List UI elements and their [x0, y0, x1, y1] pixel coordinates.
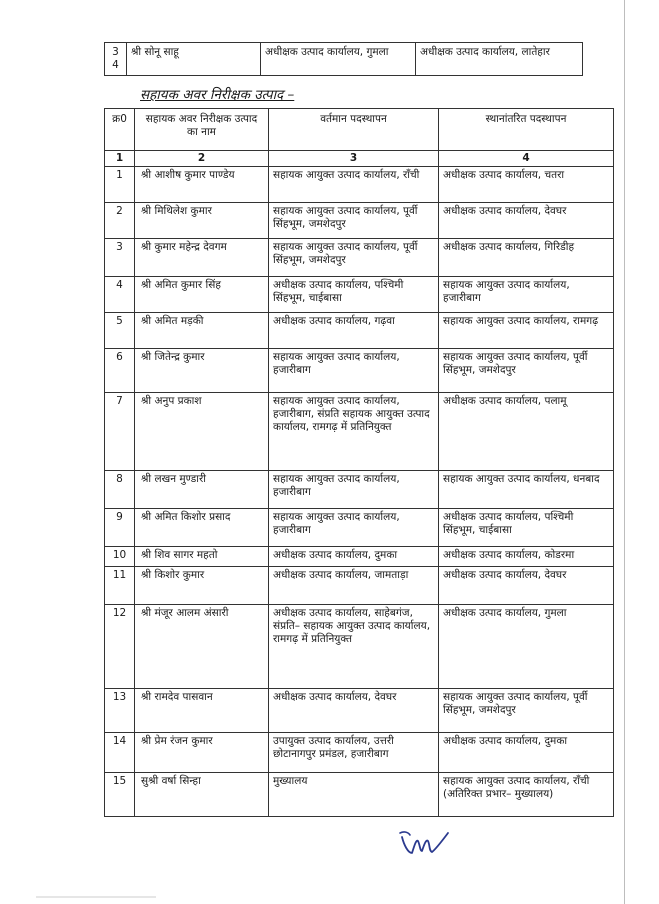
cell-transferred: अधीक्षक उत्पाद कार्यालय, गिरिडीह — [439, 239, 614, 277]
table-row — [105, 689, 614, 733]
cell-current: सहायक आयुक्त उत्पाद कार्यालय, हजारीबाग — [269, 509, 439, 547]
cell-current: अधीक्षक उत्पाद कार्यालय, गढ़वा — [269, 313, 439, 349]
cell-sn: 2 — [105, 203, 135, 239]
cell-current: अधीक्षक उत्पाद कार्यालय, पश्चिमी सिंहभूम, चाईबासा — [269, 277, 439, 313]
header-current: वर्तमान पदस्थापन — [269, 109, 439, 151]
cell-name: श्री मंजूर आलम अंसारी — [135, 605, 269, 689]
cell-current: अधीक्षक उत्पाद कार्यालय, जामताड़ा — [269, 567, 439, 605]
table-row — [105, 349, 614, 393]
cell-current: मुख्यालय — [269, 773, 439, 817]
cell-transferred: अधीक्षक उत्पाद कार्यालय, लातेहार — [416, 43, 583, 76]
table-row — [105, 393, 614, 471]
cell-current: अधीक्षक उत्पाद कार्यालय, साहेबगंज, संप्रति– सहायक आयुक्त उत्पाद कार्यालय, रामगढ़ में प्रतिनियुक्त — [269, 605, 439, 689]
cell-transferred: अधीक्षक उत्पाद कार्यालय, देवघर — [439, 203, 614, 239]
cell-current: उपायुक्त उत्पाद कार्यालय, उत्तरी छोटानागपुर प्रमंडल, हजारीबाग — [269, 733, 439, 773]
table-row — [105, 239, 614, 277]
signature-mark — [398, 823, 458, 865]
page-edge-line — [624, 0, 625, 904]
cell-transferred: सहायक आयुक्त उत्पाद कार्यालय, पूर्वी सिंहभूम, जमशेदपुर — [439, 349, 614, 393]
table-row — [105, 547, 614, 567]
cell-sn: 4 — [105, 277, 135, 313]
cell-transferred: अधीक्षक उत्पाद कार्यालय, दुमका — [439, 733, 614, 773]
cell-current: सहायक आयुक्त उत्पाद कार्यालय, पूर्वी सिंहभूम, जमशेदपुर — [269, 239, 439, 277]
cell-sn: 6 — [105, 349, 135, 393]
cell-transferred: अधीक्षक उत्पाद कार्यालय, चतरा — [439, 167, 614, 203]
cell-name: श्री अमित कुमार सिंह — [135, 277, 269, 313]
header-sn: क्र0 — [105, 109, 135, 151]
cell-current: सहायक आयुक्त उत्पाद कार्यालय, हजारीबाग — [269, 471, 439, 509]
cell-sn: 10 — [105, 547, 135, 567]
cell-sn: 7 — [105, 393, 135, 471]
cell-transferred: सहायक आयुक्त उत्पाद कार्यालय, राँची (अतिरिक्त प्रभार– मुख्यालय) — [439, 773, 614, 817]
cell-current: अधीक्षक उत्पाद कार्यालय, देवघर — [269, 689, 439, 733]
cell-name: श्री अनुप प्रकाश — [135, 393, 269, 471]
cell-transferred: अधीक्षक उत्पाद कार्यालय, पलामू — [439, 393, 614, 471]
table-row — [105, 313, 614, 349]
table-row — [105, 605, 614, 689]
transfer-table — [104, 108, 614, 817]
cell-name: श्री कुमार महेन्द्र देवगम — [135, 239, 269, 277]
cell-transferred: अधीक्षक उत्पाद कार्यालय, देवघर — [439, 567, 614, 605]
cell-transferred: सहायक आयुक्त उत्पाद कार्यालय, पूर्वी सिंहभूम, जमशेदपुर — [439, 689, 614, 733]
cell-transferred: अधीक्षक उत्पाद कार्यालय, पश्चिमी सिंहभूम, चाईबासा — [439, 509, 614, 547]
column-number-row — [105, 151, 614, 167]
cell-name: श्री रामदेव पासवान — [135, 689, 269, 733]
cell-name: श्री जितेन्द्र कुमार — [135, 349, 269, 393]
cell-name: श्री किशोर कुमार — [135, 567, 269, 605]
table-row — [105, 43, 583, 76]
cell-sn: 3 — [105, 239, 135, 277]
table-row — [105, 733, 614, 773]
table-row — [105, 509, 614, 547]
cell-name: श्री आशीष कुमार पाण्डेय — [135, 167, 269, 203]
cell-name: श्री अमित मड़की — [135, 313, 269, 349]
header-row — [105, 109, 614, 151]
cell-sn: 1 — [105, 167, 135, 203]
col-number: 2 — [135, 151, 269, 167]
cell-sn: 8 — [105, 471, 135, 509]
cell-name: श्री प्रेम रंजन कुमार — [135, 733, 269, 773]
cell-sn: 11 — [105, 567, 135, 605]
cell-sn: 15 — [105, 773, 135, 817]
cell-sn: 12 — [105, 605, 135, 689]
table-row — [105, 277, 614, 313]
cell-sn: 5 — [105, 313, 135, 349]
header-transferred: स्थानांतरित पदस्थापन — [439, 109, 614, 151]
cell-name: श्री अमित किशोर प्रसाद — [135, 509, 269, 547]
footer-rule — [36, 896, 156, 898]
table-row — [105, 471, 614, 509]
cell-current: सहायक आयुक्त उत्पाद कार्यालय, राँची — [269, 167, 439, 203]
cell-transferred: अधीक्षक उत्पाद कार्यालय, कोडरमा — [439, 547, 614, 567]
cell-name: श्री शिव सागर महतो — [135, 547, 269, 567]
section-title: सहायक अवर निरीक्षक उत्पाद – — [140, 87, 295, 103]
cell-transferred: अधीक्षक उत्पाद कार्यालय, गुमला — [439, 605, 614, 689]
continuation-table — [104, 42, 583, 76]
table-row — [105, 167, 614, 203]
cell-sn: 13 — [105, 689, 135, 733]
cell-sn: 14 — [105, 733, 135, 773]
table-row — [105, 567, 614, 605]
cell-sn: 9 — [105, 509, 135, 547]
cell-name: श्री मिथिलेश कुमार — [135, 203, 269, 239]
cell-current: अधीक्षक उत्पाद कार्यालय, गुमला — [261, 43, 416, 76]
cell-transferred: सहायक आयुक्त उत्पाद कार्यालय, रामगढ़ — [439, 313, 614, 349]
cell-name: श्री सोनू साहू — [127, 43, 261, 76]
cell-sn: 34 — [105, 43, 127, 76]
cell-transferred: सहायक आयुक्त उत्पाद कार्यालय, हजारीबाग — [439, 277, 614, 313]
table-row — [105, 203, 614, 239]
cell-name: श्री लखन मुण्डारी — [135, 471, 269, 509]
cell-current: सहायक आयुक्त उत्पाद कार्यालय, हजारीबाग — [269, 349, 439, 393]
cell-current: अधीक्षक उत्पाद कार्यालय, दुमका — [269, 547, 439, 567]
col-number: 3 — [269, 151, 439, 167]
cell-transferred: सहायक आयुक्त उत्पाद कार्यालय, धनबाद — [439, 471, 614, 509]
header-name: सहायक अवर निरीक्षक उत्पाद का नाम — [135, 109, 269, 151]
cell-current: सहायक आयुक्त उत्पाद कार्यालय, पूर्वी सिंहभूम, जमशेदपुर — [269, 203, 439, 239]
cell-name: सुश्री वर्षा सिन्हा — [135, 773, 269, 817]
col-number: 4 — [439, 151, 614, 167]
col-number: 1 — [105, 151, 135, 167]
table-row — [105, 773, 614, 817]
cell-current: सहायक आयुक्त उत्पाद कार्यालय, हजारीबाग, संप्रति सहायक आयुक्त उत्पाद कार्यालय, रामगढ़ में प्रतिनियुक्त — [269, 393, 439, 471]
